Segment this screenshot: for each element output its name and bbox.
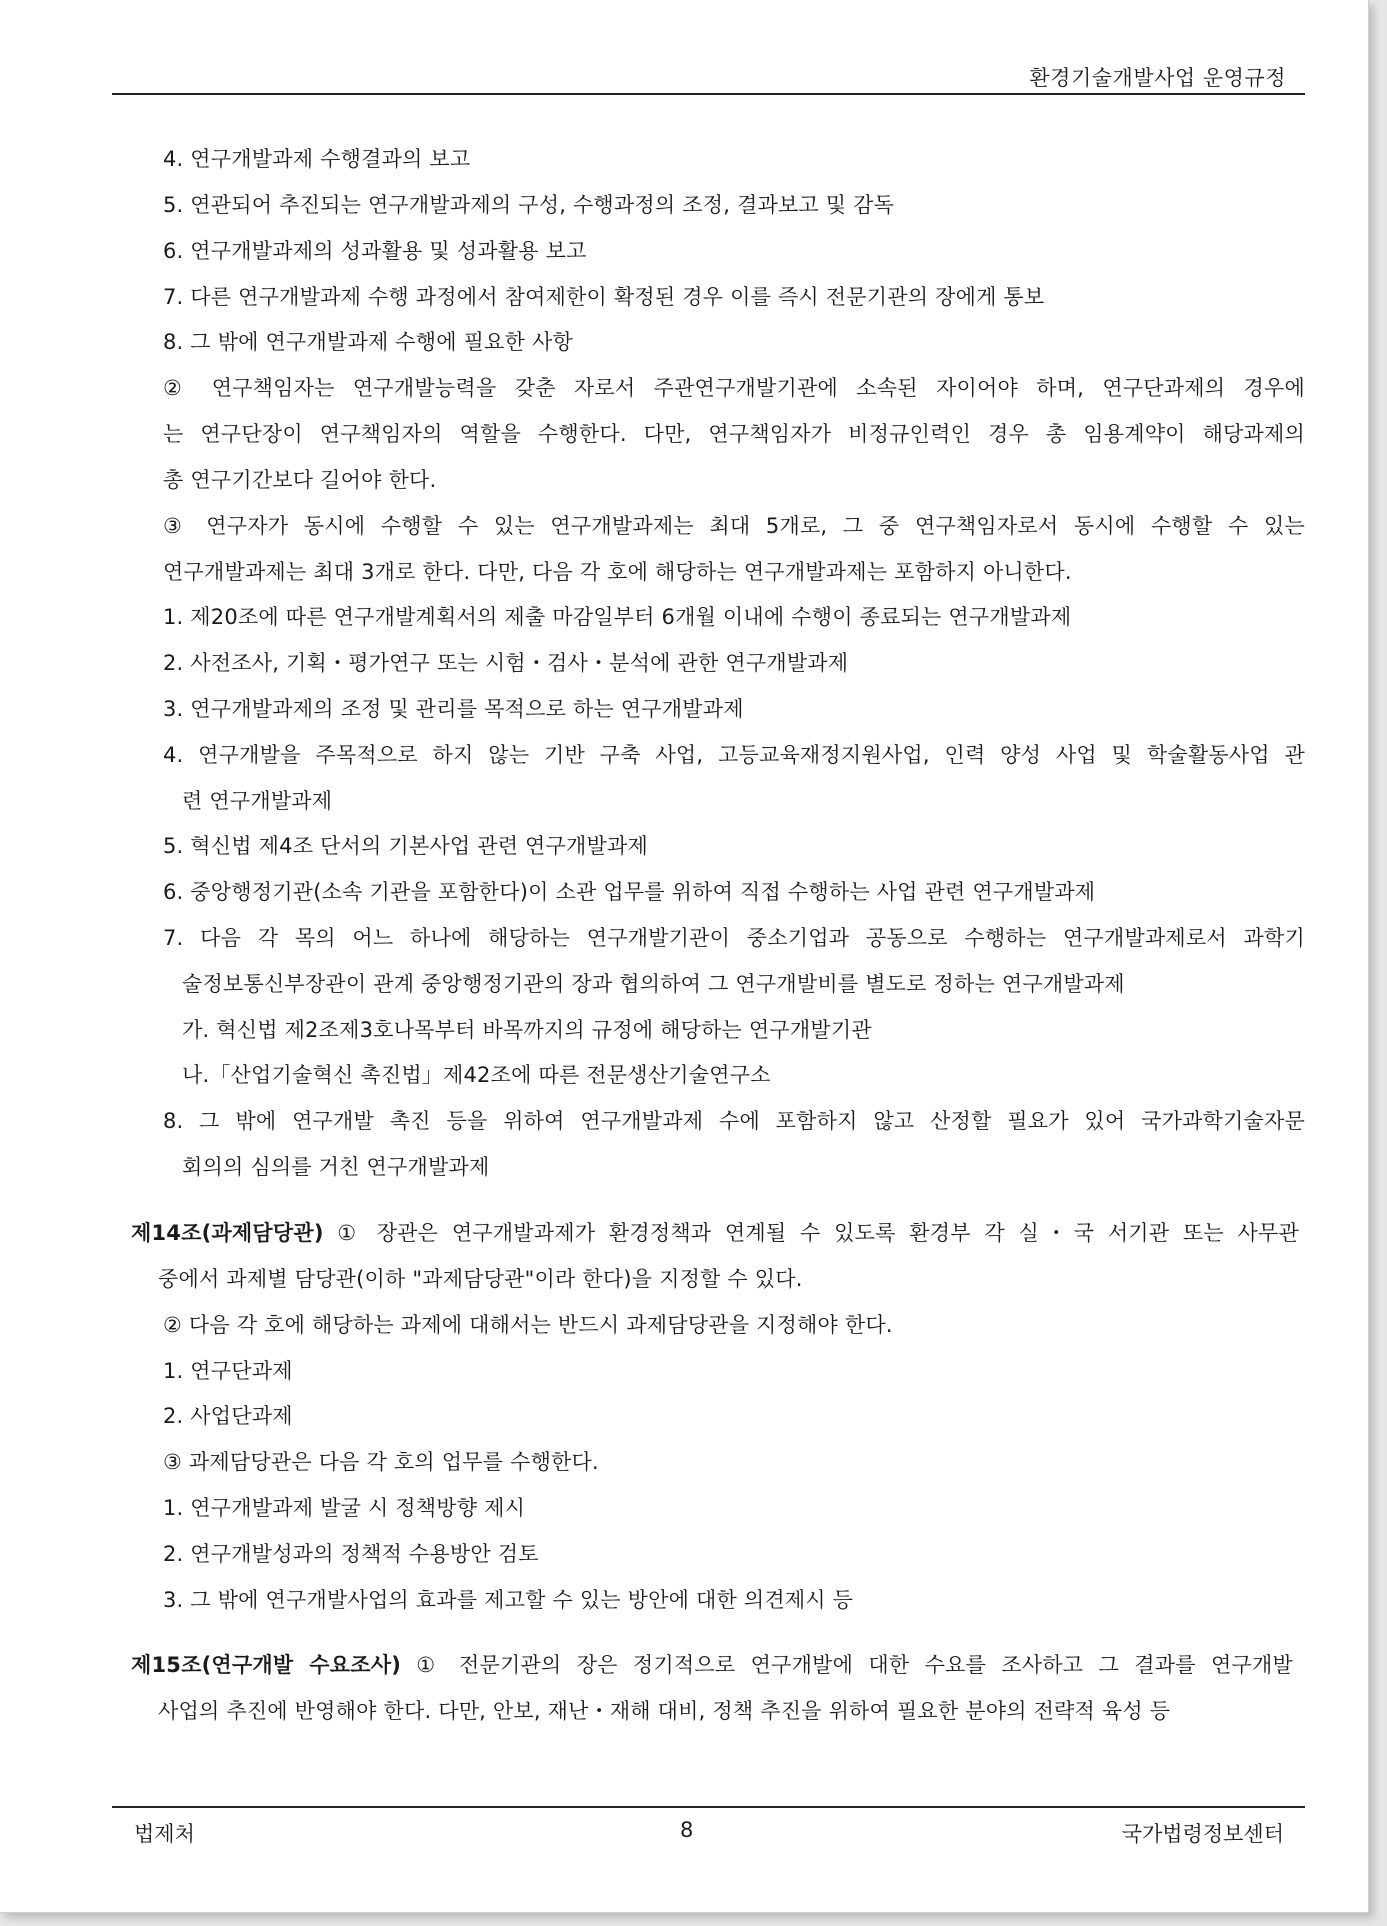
article-14-line: 2. 사업단과제 <box>163 1404 293 1428</box>
body-line: 련 연구개발과제 <box>182 789 333 813</box>
body-line: 회의의 심의를 거친 연구개발과제 <box>182 1155 490 1179</box>
body-line: 8. 그 밖에 연구개발과제 수행에 필요한 사항 <box>163 330 573 354</box>
body-line: 6. 연구개발과제의 성과활용 및 성과활용 보고 <box>163 239 587 263</box>
header-rule <box>112 93 1305 95</box>
body-line: ③ 연구자가 동시에 수행할 수 있는 연구개발과제는 최대 5개로, 그 중 연구책임자로서 동시에 수행할 수 있는 <box>163 514 1305 538</box>
article-14-line: 3. 그 밖에 연구개발사업의 효과를 제고할 수 있는 방안에 대한 의견제시 등 <box>163 1588 854 1612</box>
article-14-first-line <box>131 1217 1299 1247</box>
body-line: 총 연구기간보다 길어야 한다. <box>163 468 437 492</box>
body-line: 7. 다른 연구개발과제 수행 과정에서 참여제한이 확정된 경우 이를 즉시 전문기관의 장에게 통보 <box>163 285 1045 309</box>
article-14-line: ① 장관은 연구개발과제가 환경정책과 연계될 수 있도록 환경부 각 실・국 서기관 또는 사무관 <box>337 1221 1299 1245</box>
body-line: 술정보통신부장관이 관계 중앙행정기관의 장과 협의하여 그 연구개발비를 별도로 정하는 연구개발과제 <box>182 972 1125 996</box>
body-line: 는 연구단장이 연구책임자의 역할을 수행한다. 다만, 연구책임자가 비정규인력인 경우 총 임용계약이 해당과제의 <box>163 422 1305 446</box>
article-14-line: ③ 과제담당관은 다음 각 호의 업무를 수행한다. <box>163 1450 599 1474</box>
body-line: 4. 연구개발과제 수행결과의 보고 <box>163 147 471 171</box>
body-line: 4. 연구개발을 주목적으로 하지 않는 기반 구축 사업, 고등교육재정지원사업, 인력 양성 사업 및 학술활동사업 관 <box>163 743 1305 767</box>
article-15-line: 사업의 추진에 반영해야 한다. 다만, 안보, 재난・재해 대비, 정책 추진을 위하여 필요한 분야의 전략적 육성 등 <box>158 1699 1171 1723</box>
body-line: 5. 혁신법 제4조 단서의 기본사업 관련 연구개발과제 <box>163 834 648 858</box>
article-14-line: 1. 연구단과제 <box>163 1359 293 1383</box>
article-14-heading: 제14조(과제담당관) <box>131 1221 324 1245</box>
article-15-first-line <box>131 1649 1293 1679</box>
article-14-line: ② 다음 각 호에 해당하는 과제에 대해서는 반드시 과제담당관을 지정해야 한다. <box>163 1313 893 1337</box>
body-line: ② 연구책임자는 연구개발능력을 갖춘 자로서 주관연구개발기관에 소속된 자이어야 하며, 연구단과제의 경우에 <box>163 376 1305 400</box>
body-line: 8. 그 밖에 연구개발 촉진 등을 위하여 연구개발과제 수에 포함하지 않고 산정할 필요가 있어 국가과학기술자문 <box>163 1109 1305 1133</box>
body-line: 7. 다음 각 목의 어느 하나에 해당하는 연구개발기관이 중소기업과 공동으로 수행하는 연구개발과제로서 과학기 <box>163 926 1305 950</box>
footer-left: 법제처 <box>134 1822 195 1846</box>
footer-right: 국가법령정보센터 <box>1121 1822 1284 1846</box>
body-line: 가. 혁신법 제2조제3호나목부터 바목까지의 규정에 해당하는 연구개발기관 <box>182 1018 872 1042</box>
page-number: 8 <box>680 1818 694 1842</box>
body-line: 3. 연구개발과제의 조정 및 관리를 목적으로 하는 연구개발과제 <box>163 697 744 721</box>
article-15-line: ① 전문기관의 장은 정기적으로 연구개발에 대한 수요를 조사하고 그 결과를 연구개발 <box>416 1653 1293 1677</box>
body-line: 연구개발과제는 최대 3개로 한다. 다만, 다음 각 호에 해당하는 연구개발과제는 포함하지 아니한다. <box>163 560 1072 584</box>
footer-rule <box>112 1806 1305 1808</box>
article-14-line: 중에서 과제별 담당관(이하 "과제담당관"이라 한다)을 지정할 수 있다. <box>158 1267 803 1291</box>
body-line: 2. 사전조사, 기획・평가연구 또는 시험・검사・분석에 관한 연구개발과제 <box>163 651 849 675</box>
header-title: 환경기술개발사업 운영규정 <box>1029 66 1286 90</box>
body-line: 5. 연관되어 추진되는 연구개발과제의 구성, 수행과정의 조정, 결과보고 및 감독 <box>163 193 895 217</box>
body-line: 6. 중앙행정기관(소속 기관을 포함한다)이 소관 업무를 위하여 직접 수행하는 사업 관련 연구개발과제 <box>163 880 1096 904</box>
body-line: 나.「산업기술혁신 촉진법」제42조에 따른 전문생산기술연구소 <box>182 1063 771 1087</box>
article-14-line: 2. 연구개발성과의 정책적 수용방안 검토 <box>163 1542 539 1566</box>
article-15-heading: 제15조(연구개발 수요조사) <box>131 1653 401 1677</box>
article-14-line: 1. 연구개발과제 발굴 시 정책방향 제시 <box>163 1496 526 1520</box>
body-line: 1. 제20조에 따른 연구개발계획서의 제출 마감일부터 6개월 이내에 수행이 종료되는 연구개발과제 <box>163 605 1072 629</box>
